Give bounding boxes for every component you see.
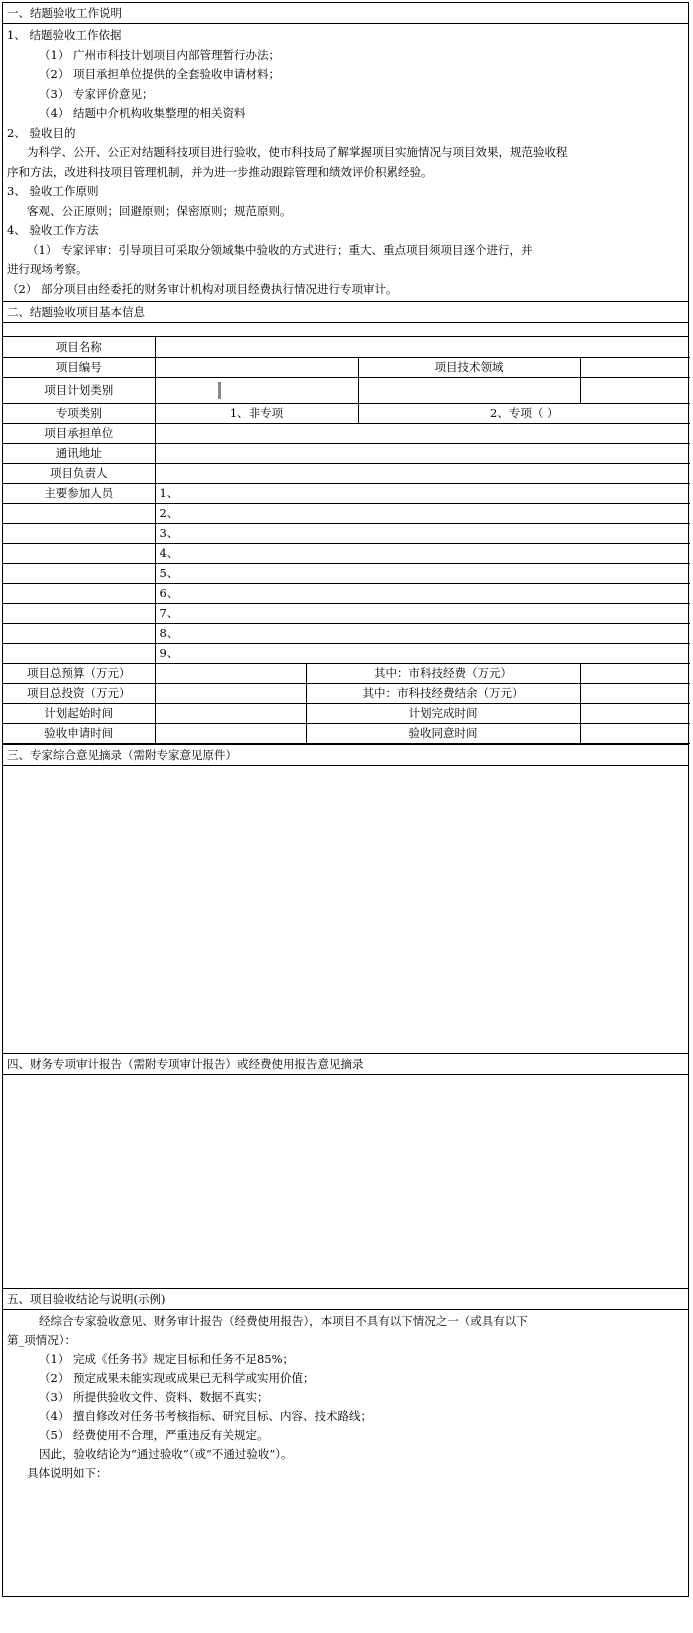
- section-3: [2, 744, 689, 765]
- section-5-title: 五、项目验收结论与说明(示例): [7, 1291, 166, 1306]
- section-5: [2, 1288, 689, 1309]
- label-project-name: 项目名称: [3, 337, 155, 357]
- method-text-cont: 进行现场考察。: [7, 262, 88, 276]
- participant-label-blank: [3, 543, 155, 563]
- section-1: [2, 2, 689, 23]
- section-2-spacer: [2, 322, 689, 336]
- leader-field[interactable]: [155, 463, 690, 483]
- project-name-field[interactable]: [155, 337, 690, 357]
- apply-time-field[interactable]: [155, 723, 306, 743]
- label-total-budget: 项目总预算（万元）: [3, 663, 155, 683]
- option-non-special[interactable]: 1、非专项: [155, 403, 358, 423]
- label-undertaking-unit: 项目承担单位: [3, 423, 155, 443]
- label-special-category: 专项类别: [3, 403, 155, 423]
- participant-label-blank: [3, 583, 155, 603]
- conclusion-result: 因此，验收结论为“通过验收”（或“不通过验收”）。: [39, 1446, 293, 1461]
- conclusion-intro-cont: 第_项情况）：: [7, 1332, 76, 1347]
- conclusion-item: （2） 预定成果未能实现或成果已无科学或实用价值；: [39, 1370, 315, 1385]
- city-funding-field[interactable]: [580, 663, 690, 683]
- method-text-audit: （2） 部分项目由经委托的财务审计机构对项目经费执行情况进行专项审计。: [7, 281, 398, 296]
- city-funding-balance-field[interactable]: [580, 683, 690, 703]
- undertaking-unit-field[interactable]: [155, 423, 690, 443]
- participant-label-blank: [3, 523, 155, 543]
- basis-title: 1、 结题验收工作依据: [7, 28, 122, 42]
- basis-item: （4） 结题中介机构收集整理的相关资料: [39, 106, 246, 120]
- section-2: [2, 301, 689, 322]
- address-field[interactable]: [155, 443, 690, 463]
- option-special[interactable]: 2、专项（ ）: [358, 403, 690, 423]
- plan-category-extra[interactable]: [358, 377, 580, 403]
- label-city-funding: 其中：市科技经费（万元）: [306, 663, 580, 683]
- conclusion-item: （5） 经费使用不合理，严重违反有关规定。: [39, 1427, 269, 1442]
- conclusion-intro: 经综合专家验收意见、财务审计报告（经费使用报告），本项目不具有以下情况之一（或具有以下: [39, 1313, 528, 1328]
- participant-row[interactable]: 8、: [155, 623, 690, 643]
- section-4-title: 四、财务专项审计报告（需附专项审计报告）或经费使用报告意见摘录: [7, 1056, 364, 1071]
- participant-row[interactable]: 9、: [155, 643, 690, 663]
- conclusion-area[interactable]: [2, 1309, 689, 1597]
- conclusion-item: （1） 完成《任务书》规定目标和任务不足85%；: [39, 1351, 295, 1366]
- label-participants: 主要参加人员: [3, 483, 155, 503]
- purpose-text-cont: 序和方法，改进科技项目管理机制，并为进一步推动跟踪管理和绩效评价积累经验。: [7, 164, 433, 179]
- participant-label-blank: [3, 503, 155, 523]
- basis-item: （1） 广州市科技计划项目内部管理暂行办法；: [39, 47, 280, 62]
- conclusion-item: （3） 所提供验收文件、资料、数据不真实；: [39, 1389, 269, 1404]
- plan-category-extra-2[interactable]: [580, 377, 690, 403]
- principle-text: 客观、公正原则；回避原则；保密原则；规范原则。: [27, 203, 292, 218]
- participant-row[interactable]: 4、: [155, 543, 690, 563]
- participant-row[interactable]: 6、: [155, 583, 690, 603]
- expert-opinion-area[interactable]: [2, 765, 689, 1053]
- section-2-title: 二、结题验收项目基本信息: [7, 305, 145, 319]
- audit-report-area[interactable]: [2, 1074, 689, 1288]
- basis-item: （2） 项目承担单位提供的全套验收申请材料；: [39, 67, 280, 81]
- participant-label-blank: [3, 623, 155, 643]
- label-leader: 项目负责人: [3, 463, 155, 483]
- total-investment-field[interactable]: [155, 683, 306, 703]
- label-agree-time: 验收同意时间: [306, 723, 580, 743]
- conclusion-detail: 具体说明如下：: [27, 1465, 108, 1480]
- project-number-field[interactable]: [155, 357, 358, 377]
- participant-row[interactable]: 7、: [155, 603, 690, 623]
- participant-row[interactable]: 2、: [155, 503, 690, 523]
- label-project-number: 项目编号: [3, 357, 155, 377]
- conclusion-item: （4） 擅自修改对任务书考核指标、研究目标、内容、技术路线；: [39, 1408, 372, 1423]
- purpose-title: 2、 验收目的: [7, 125, 76, 140]
- text-cursor-icon: [218, 382, 221, 399]
- method-title: 4、 验收工作方法: [7, 223, 99, 237]
- planned-finish-field[interactable]: [580, 703, 690, 723]
- basic-info-table: [2, 336, 689, 744]
- basis-item: （3） 专家评价意见；: [39, 86, 154, 101]
- label-plan-category: 项目计划类别: [3, 377, 155, 403]
- participant-row[interactable]: 5、: [155, 563, 690, 583]
- tech-field-field[interactable]: [580, 357, 690, 377]
- label-apply-time: 验收申请时间: [3, 723, 155, 743]
- section-4: [2, 1053, 689, 1074]
- purpose-text: 为科学、公开、公正对结题科技项目进行验收，使市科技局了解掌握项目实施情况与项目效果，规范验收程: [27, 145, 568, 159]
- participant-label-blank: [3, 563, 155, 583]
- participant-row[interactable]: 1、: [155, 483, 690, 503]
- total-budget-field[interactable]: [155, 663, 306, 683]
- label-planned-start: 计划起始时间: [3, 703, 155, 723]
- method-text: （1） 专家评审：引导项目可采取分领域集中验收的方式进行；重大、重点项目须项目逐个进行，并: [27, 242, 533, 257]
- label-planned-finish: 计划完成时间: [306, 703, 580, 723]
- planned-start-field[interactable]: [155, 703, 306, 723]
- participant-label-blank: [3, 603, 155, 623]
- participant-label-blank: [3, 643, 155, 663]
- plan-category-field[interactable]: [155, 377, 358, 403]
- label-city-funding-balance: 其中：市科技经费结余（万元）: [306, 683, 580, 703]
- principle-title: 3、 验收工作原则: [7, 184, 99, 198]
- label-address: 通讯地址: [3, 443, 155, 463]
- section-3-title: 三、专家综合意见摘录（需附专家意见原件）: [7, 747, 237, 762]
- section-1-title: 一、结题验收工作说明: [7, 6, 122, 20]
- section-1-body: [2, 23, 689, 301]
- label-tech-field: 项目技术领域: [358, 357, 580, 377]
- participant-row[interactable]: 3、: [155, 523, 690, 543]
- label-total-investment: 项目总投资（万元）: [3, 683, 155, 703]
- agree-time-field[interactable]: [580, 723, 690, 743]
- acceptance-form: [2, 2, 689, 1597]
